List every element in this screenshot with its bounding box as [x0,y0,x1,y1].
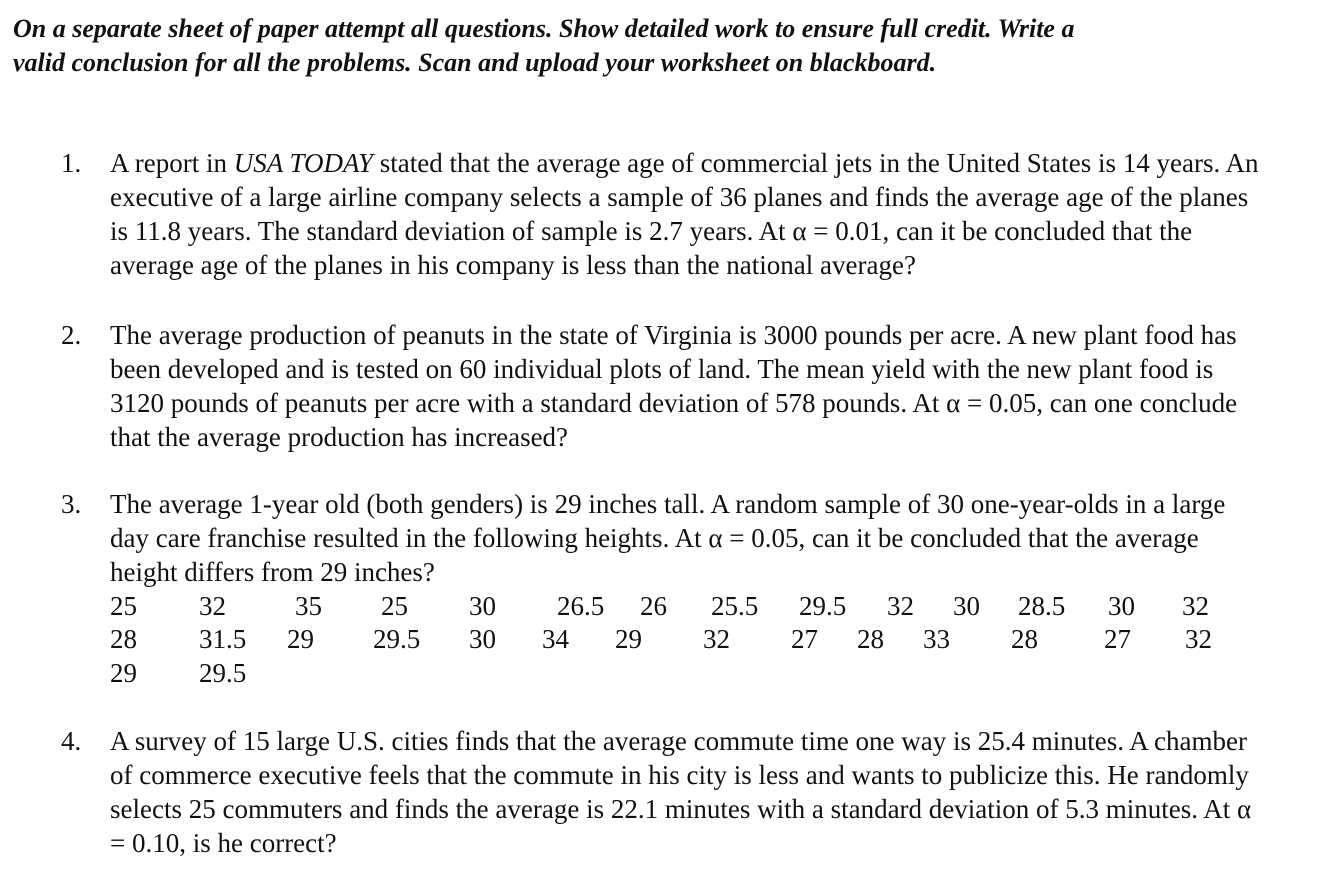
question-1-text [110,146,1270,282]
question-1-text-start: A report in [110,148,234,178]
height-value: 32 [199,591,226,621]
height-value: 32 [703,624,730,654]
heights-row-1 [110,589,1270,623]
height-value: 25.5 [711,591,759,621]
height-value: 26 [640,591,667,621]
height-value: 25 [381,591,408,621]
height-value: 25 [110,591,137,621]
height-value: 32 [887,591,914,621]
instructions-header [13,12,1303,80]
heights-row-2 [110,622,1270,656]
height-value: 28 [110,624,137,654]
question-1-source-name: USA TODAY [233,148,374,178]
height-value: 29 [615,624,642,654]
height-value: 30 [953,591,980,621]
question-2-number: 2. [61,320,82,350]
height-value: 32 [1182,591,1209,621]
height-value: 29.5 [373,624,421,654]
height-value: 32 [1185,624,1212,654]
question-1-text-rest: stated that the average age of commercial jets in the United States is 14 years. An executive of a large airline company selects a sample of 36 planes and finds the average age of the planes is 11.8 years. The standard deviation of sample is 2.7 years. At α = 0.01, can it be concluded that the average age of the planes in his company is less than the national average? [110,148,1259,280]
question-2-text: The average production of peanuts in the state of Virginia is 3000 pounds per acre. A new plant food has been developed and is tested on 60 individual plots of land. The mean yield with the new plant food is 3120 pounds of peanuts per acre with a standard deviation of 578 pounds. At α = 0.05, can one conclude that the average production has increased? [110,320,1238,452]
height-value: 29.5 [199,658,247,688]
height-value: 34 [542,624,569,654]
question-4-number: 4. [61,726,82,756]
heights-row-3 [110,656,1270,690]
instructions-line-1: On a separate sheet of paper attempt all questions. Show detailed work to ensure full credit. Write a [13,14,1075,43]
question-4-text: A survey of 15 large U.S. cities finds that the average commute time one way is 25.4 minutes. A chamber of commerce executive feels that the commute in his city is less and wants to publicize this. He randomly selects 25 commuters and finds the average is 22.1 minutes with a standard deviation of 5.3 minutes. At α = 0.10, is he correct? [110,726,1252,858]
height-value: 28 [1011,624,1038,654]
height-value: 29.5 [799,591,847,621]
height-value: 29 [110,658,137,688]
height-value: 31.5 [199,624,247,654]
height-value: 27 [1104,624,1131,654]
question-3-number: 3. [61,489,82,519]
height-value: 28 [857,624,884,654]
height-value: 30 [469,591,496,621]
height-value: 33 [923,624,950,654]
height-value: 28.5 [1018,591,1066,621]
question-1-number: 1. [61,148,82,178]
height-value: 29 [287,624,314,654]
height-value: 35 [295,591,322,621]
height-value: 30 [469,624,496,654]
instructions-line-2: valid conclusion for all the problems. Scan and upload your worksheet on blackboard. [13,48,937,77]
height-value: 26.5 [557,591,605,621]
question-3-text: The average 1-year old (both genders) is 29 inches tall. A random sample of 30 one-year-olds in a large day care franchise resulted in the following heights. At α = 0.05, can it be concluded that the average height differs from 29 inches? [110,489,1226,587]
height-value: 30 [1108,591,1135,621]
height-value: 27 [791,624,818,654]
